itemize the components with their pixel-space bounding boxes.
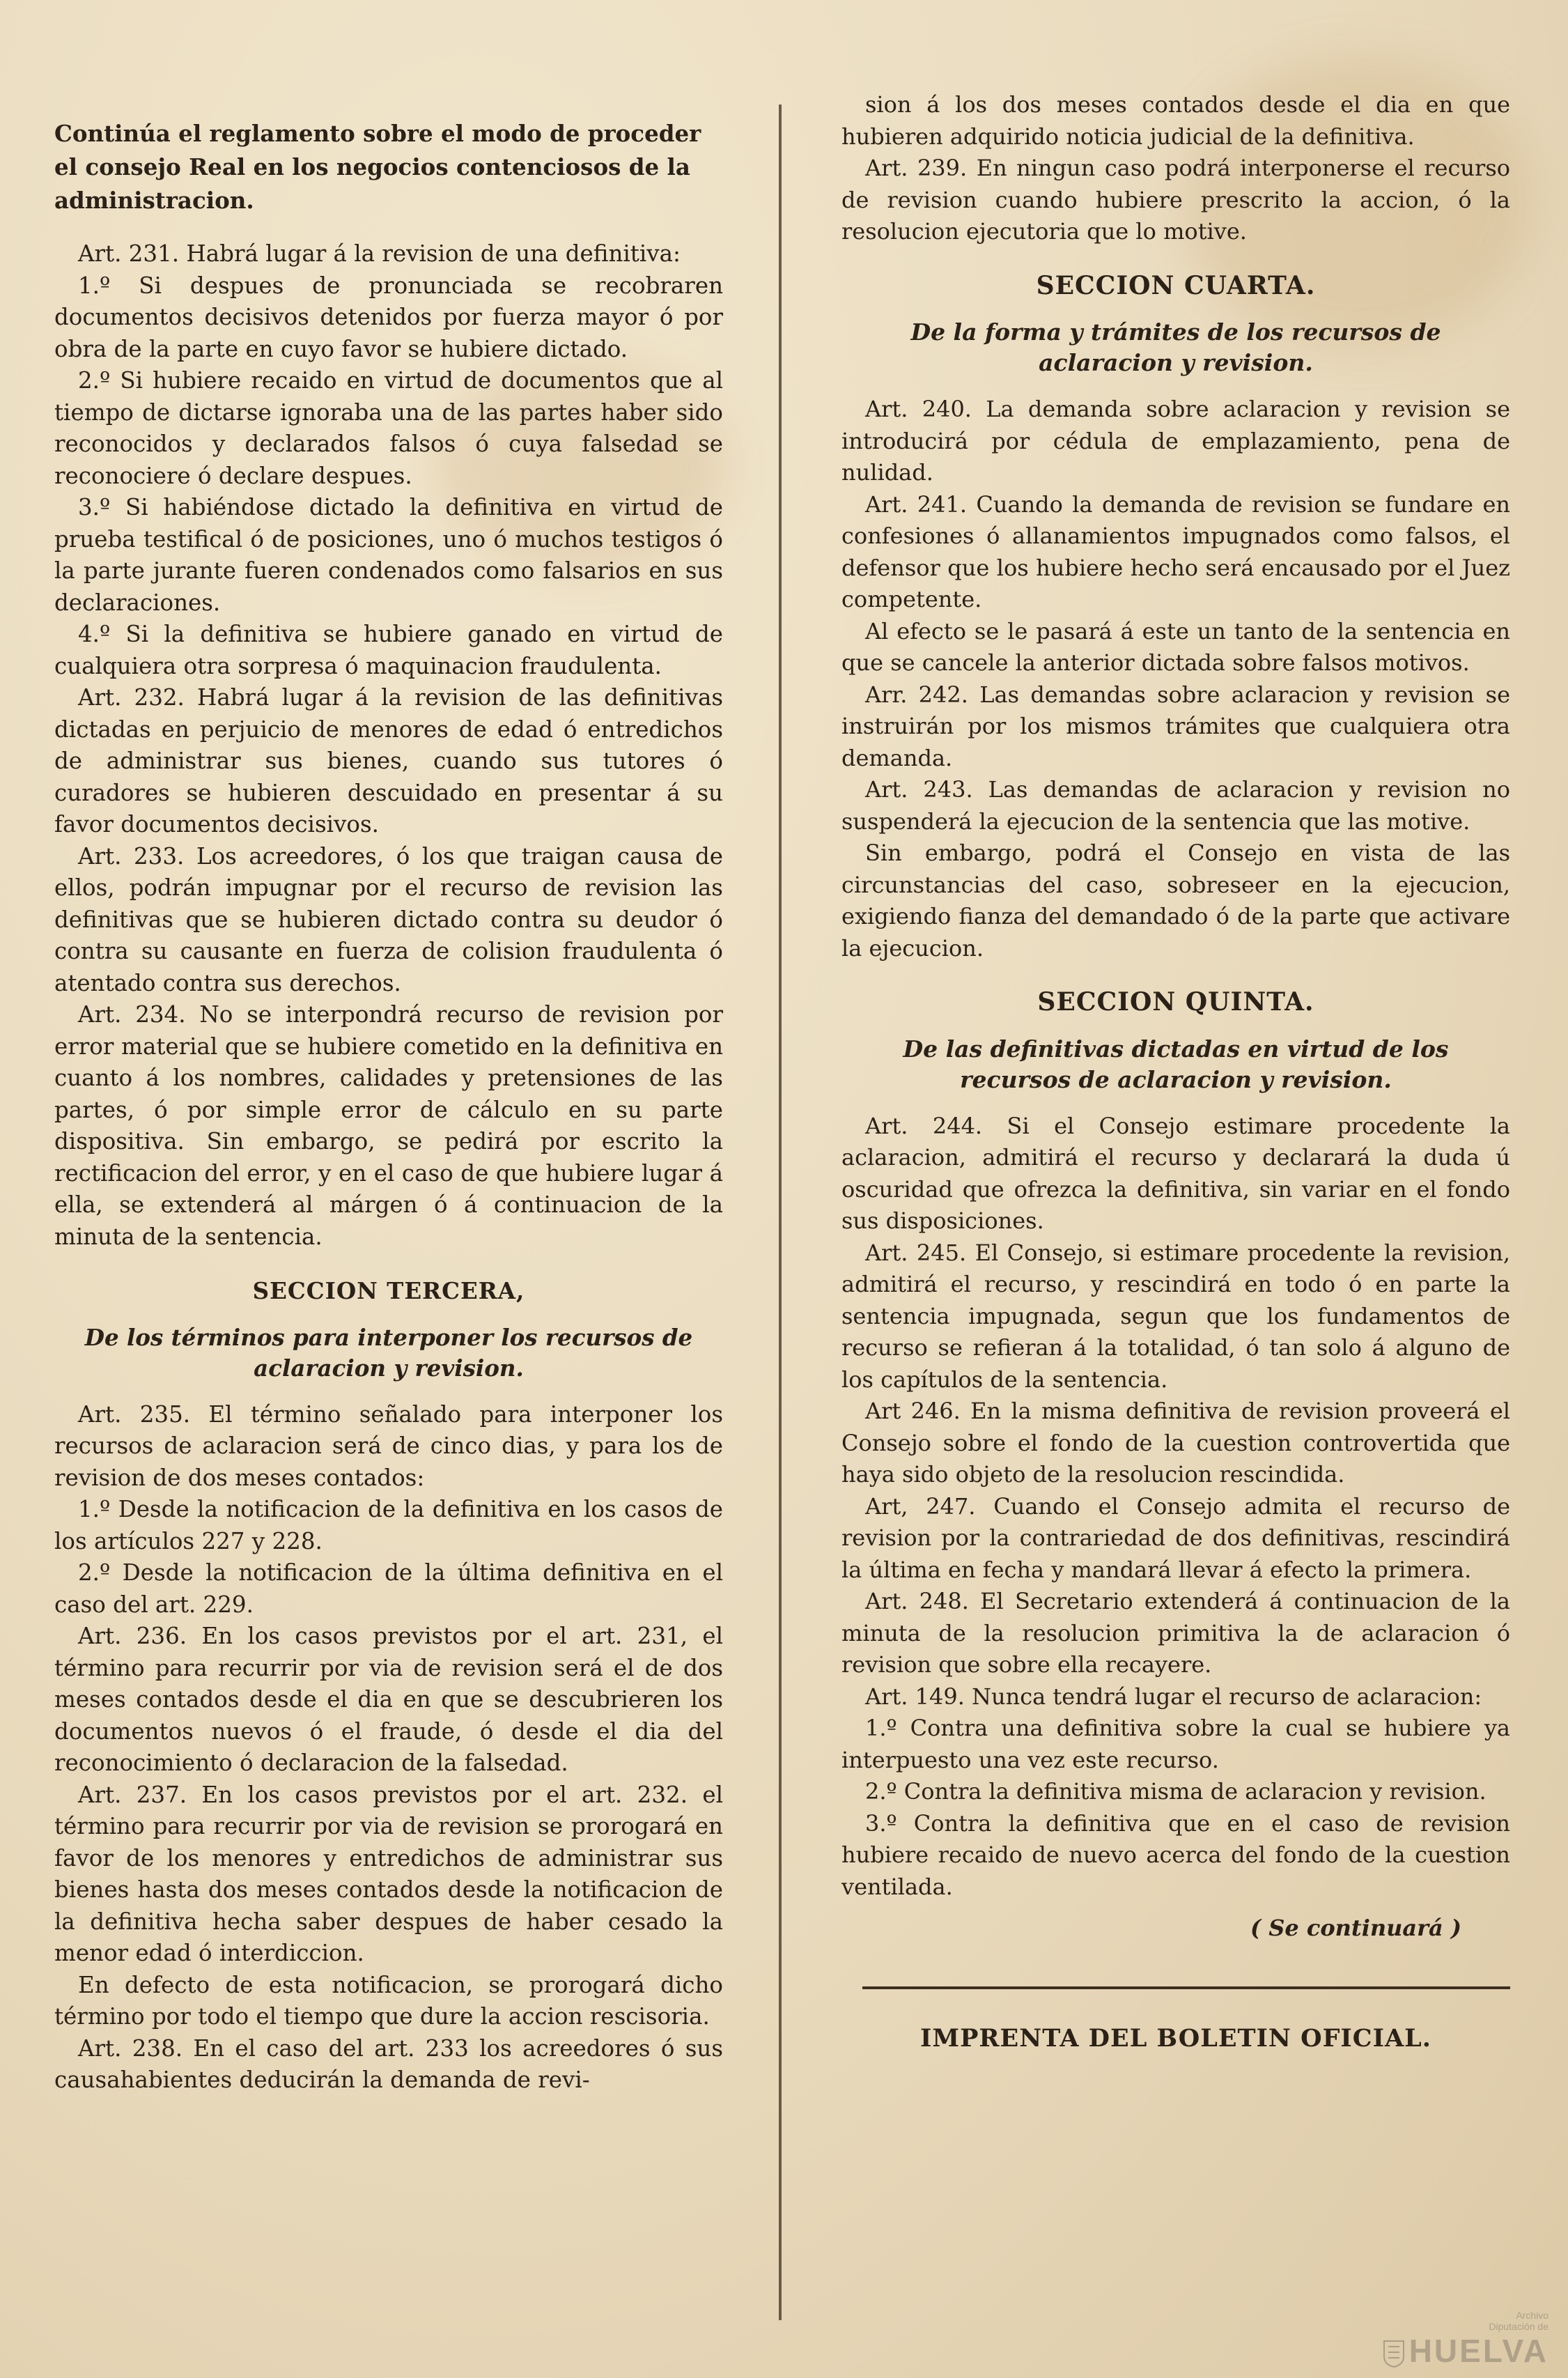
article-paragraph: Art 246. En la misma definitiva de revision proveerá el Consejo sobre el fondo de la cuestion controvertida que haya sido objeto de la resolucion rescindida. [841,1398,1510,1488]
article-paragraph: 1.º Desde la notificacion de la definitiva en los casos de los artículos 227 y 228. [54,1496,723,1554]
article-paragraph: 1.º Contra una definitiva sobre la cual se hubiere ya interpuesto una vez este recurso. [841,1715,1510,1773]
watermark-line2: Diputación de [1489,2321,1548,2332]
right-paragraphs-c [841,1111,1510,1904]
column-divider [779,105,782,2320]
article-paragraph: Art. 237. En los casos previstos por el art. 232. el término para recurrir por via de revision se prorogará en favor de los menores y entredichos de administrar sus bienes hasta dos meses contados desde la notificacion de la definitiva hecha saber despues de haber cesado la menor edad ó interdiccion. [54,1781,723,1966]
section-heading-tercera: SECCION TERCERA, [252,1277,525,1304]
article-paragraph: Art, 247. Cuando el Consejo admita el recurso de revision por la contrariedad de dos definitivas, rescindirá la última en fecha y mandará llevar á efecto la primera. [841,1492,1510,1583]
article-paragraph: Art. 232. Habrá lugar á la revision de las definitivas dictadas en perjuicio de menores de edad ó entredichos de administrar sus bienes, cuando sus tutores ó curadores se hubieren descuidado en presentar á su favor documentos decisivos. [54,684,723,837]
article-paragraph: Sin embargo, podrá el Consejo en vista de las circunstancias del caso, sobreseer en la ejecucion, exigiendo fianza del demandado ó de la parte que activare la ejecucion. [841,840,1510,962]
article-paragraph: Art. 245. El Consejo, si estimare procedente la revision, admitirá el recurso, y rescindirá en todo ó en parte la sentencia impugnada, segun que los fundamentos de recurso se refieran á la totalidad, ó tan solo á alguno de los capítulos de la sentencia. [841,1239,1510,1393]
article-paragraph: Art. 240. La demanda sobre aclaracion y revision se introducirá por cédula de emplazamiento, pena de nulidad. [841,396,1510,486]
article-paragraph: Art. 233. Los acreedores, ó los que traigan causa de ellos, podrán impugnar por el recurso de revision las definitivas que se hubieren dictado contra su deudor ó contra su causante en fuerza de colision fraudulenta ó atentado contra sus derechos. [54,842,723,996]
article-paragraph: Art. 241. Cuando la demanda de revision se fundare en confesiones ó allanamientos impugnados como falsos, el defensor que los hubiere hecho será encausado por el Juez competente. [841,491,1510,612]
section-subtitle-tercera: De los términos para interponer los recursos de aclaracion y revision. [84,1323,693,1382]
right-paragraphs-a [841,89,1510,248]
watermark-line1: Archivo [1516,2310,1548,2321]
article-paragraph: 3.º Si habiéndose dictado la definitiva en virtud de prueba testifical ó de posiciones, uno ó muchos testigos ó la parte jurante fueren condenados como falsarios en sus declaraciones. [54,494,723,616]
section-heading-cuarta: SECCION CUARTA. [1036,270,1316,300]
article-title: Continúa el reglamento sobre el modo de proceder el consejo Real en los negocios contenciosos de la administracion. [54,120,701,214]
watermark-name: HUELVA [1383,2332,1548,2370]
archive-watermark [1383,2310,1548,2370]
article-paragraph: 4.º Si la definitiva se hubiere ganado en virtud de cualquiera otra sorpresa ó maquinacion fraudulenta. [54,621,723,679]
article-paragraph: Art. 239. En ningun caso podrá interponerse el recurso de revision cuando hubiere prescrito la accion, ó la resolucion ejecutoria que lo motive. [841,155,1510,245]
article-paragraph: Art. 244. Si el Consejo estimare procedente la aclaracion, admitirá el recurso y declarará la duda ú oscuridad que ofrezca la definitiva, sin variar en el fondo sus disposiciones. [841,1112,1510,1234]
article-paragraph: Art. 231. Habrá lugar á la revision de una definitiva: [78,240,681,267]
article-paragraph: Art. 236. En los casos previstos por el art. 231, el término para recurrir por via de revision será el de dos meses contados desde el dia en que se descubrieren los documentos nuevos ó el fraude, ó desde el dia del reconocimiento ó declaracion de la falsedad. [54,1623,723,1776]
article-paragraph: Art. 243. Las demandas de aclaracion y revision no suspenderá la ejecucion de la sentencia que las motive. [841,776,1510,835]
article-paragraph: Art. 149. Nunca tendrá lugar el recurso de aclaracion: [865,1683,1482,1710]
article-paragraph: Art. 238. En el caso del art. 233 los acreedores ó sus causahabientes deducirán la demanda de revi- [54,2035,723,2093]
article-paragraph: 2.º Si hubiere recaido en virtud de documentos que al tiempo de dictarse ignoraba una de las partes haber sido reconocidos y declarados falsos ó cuya falsedad se reconociere ó declare despues. [54,367,723,489]
shield-icon [1383,2340,1405,2368]
left-paragraphs-b [54,1399,723,2097]
printer-imprint: IMPRENTA DEL BOLETIN OFICIAL. [920,2023,1431,2053]
continued-note: ( Se continuará ) [1250,1915,1461,1941]
section-heading-quinta: SECCION QUINTA. [1037,987,1314,1017]
footer-rule [862,1986,1510,1989]
article-paragraph: 2.º Desde la notificacion de la última definitiva en el caso del art. 229. [54,1559,723,1618]
right-column [841,89,1510,2054]
left-paragraphs-a [54,238,723,1253]
article-paragraph: 1.º Si despues de pronunciada se recobraren documentos decisivos detenidos por fuerza mayor ó por obra de la parte en cuyo favor se hubiere dictado. [54,272,723,362]
left-column [54,84,723,2097]
article-paragraph: 3.º Contra la definitiva que en el caso de revision hubiere recaido de nuevo acerca del fondo de la cuestion ventilada. [841,1809,1510,1900]
article-paragraph: Art. 235. El término señalado para interponer los recursos de aclaracion será de cinco dias, y para los de revision de dos meses contados: [54,1400,723,1491]
article-paragraph: 2.º Contra la definitiva misma de aclaracion y revision. [865,1778,1487,1805]
section-subtitle-quinta: De las definitivas dictadas en virtud de los recursos de aclaracion y revision. [903,1035,1449,1093]
section-subtitle-cuarta: De la forma y trámites de los recursos de aclaracion y revision. [910,318,1441,376]
article-paragraph: En defecto de esta notificacion, se prorogará dicho término por todo el tiempo que dure la accion rescisoria. [54,1971,723,2030]
article-paragraph: Al efecto se le pasará á este un tanto de la sentencia en que se cancele la anterior dictada sobre falsos motivos. [841,617,1510,676]
article-paragraph: Art. 234. No se interpondrá recurso de revision por error material que se hubiere cometido en la definitiva en cuanto á los nombres, calidades y pretensiones de las partes, ó por simple error de cálculo en su parte dispositiva. Sin embargo, se pedirá por escrito la rectificacion del error, y en el caso de que hubiere lugar á ella, se extenderá al márgen ó á continuacion de la minuta de la sentencia. [54,1001,723,1250]
article-paragraph: Art. 248. El Secretario extenderá á continuacion de la minuta de la resolucion primitiva la de aclaracion ó revision que sobre ella recayere. [841,1588,1510,1678]
article-paragraph: sion á los dos meses contados desde el dia en que hubieren adquirido noticia judicial de la definitiva. [841,91,1510,150]
article-paragraph: Arr. 242. Las demandas sobre aclaracion y revision se instruirán por los mismos trámites que cualquiera otra demanda. [841,681,1510,771]
right-paragraphs-b [841,394,1510,964]
